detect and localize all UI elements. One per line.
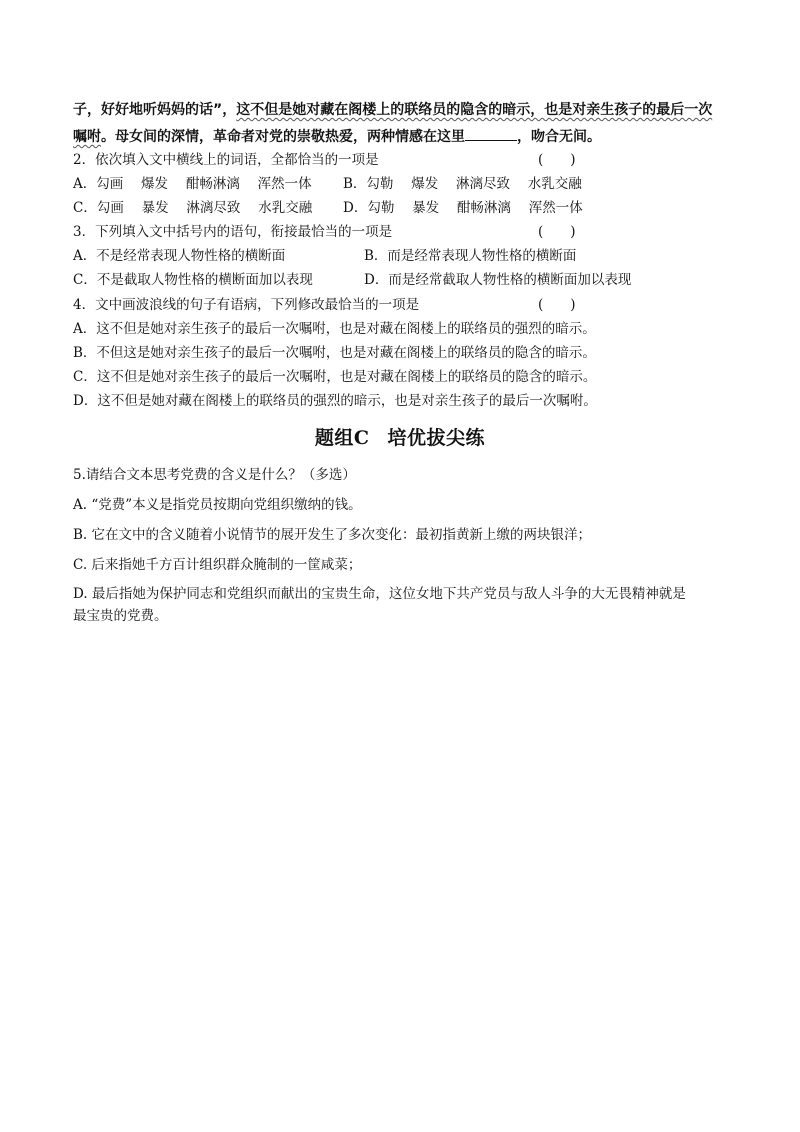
answer-parentheses: ( ): [538, 224, 576, 240]
q3-option-c: C．不是截取人物性格的横断面加以表现: [73, 272, 313, 288]
q3-option-b: B．而是经常表现人物性格的横断面: [364, 248, 577, 264]
q2-option-b: B．勾勒 爆发 淋漓尽致 水乳交融: [343, 176, 582, 192]
question-2-stem: 2．依次填入文中横线上的词语，全都恰当的一项是: [73, 152, 379, 168]
q2-option-d: D．勾勒 暴发 酣畅淋漓 浑然一体: [343, 200, 583, 216]
question-3-stem: 3．下列填入文中括号内的语句，衔接最恰当的一项是: [73, 224, 393, 240]
q4-option-d: D．这不但是她对藏在阁楼上的联络员的强烈的暗示，也是对亲生孩子的最后一次嘱咐。: [73, 393, 597, 409]
q5-option-a: A. “党费”本义是指党员按期向党组织缴纳的钱。: [73, 497, 362, 513]
q3-option-a: A．不是经常表现人物性格的横断面: [73, 248, 286, 264]
question-4-stem: 4．文中画波浪线的句子有语病，下列修改最恰当的一项是: [73, 297, 420, 313]
q2-option-c: C．勾画 暴发 淋漓尽致 水乳交融: [73, 200, 313, 216]
q5-option-b: B. 它在文中的含义随着小说情节的展开发生了多次变化：最初指黄新上缴的两块银洋；: [73, 527, 592, 543]
answer-parentheses: ( ): [538, 297, 576, 313]
section-heading: [0, 423, 800, 450]
q5-option-d-line-2: 最宝贵的党费。: [73, 608, 168, 624]
fill-blank: [465, 126, 517, 141]
q4-option-c: C．这不但是她对亲生孩子的最后一次嘱咐，也是对藏在阁楼上的联络员的隐含的暗示。: [73, 369, 597, 385]
passage-text: 子，好好地听妈妈的话”，: [73, 102, 237, 118]
q5-option-d-line-1: D. 最后指她为保护同志和党组织而献出的宝贵生命，这位女地下共产党员与敌人斗争的大无畏精神就是: [73, 586, 686, 602]
wavy-underlined-sentence-end: 嘱咐: [73, 129, 101, 145]
passage-line-1: [73, 101, 712, 119]
q4-option-b: B．不但这是她对亲生孩子的最后一次嘱咐，也是对藏在阁楼上的联络员的隐含的暗示。: [73, 345, 596, 361]
wavy-underlined-sentence: 这不但是她对藏在阁楼上的联络员的隐含的暗示，也是对亲生孩子的最后一次: [236, 102, 713, 118]
answer-parentheses: ( ): [538, 152, 576, 168]
passage-text: ，吻合无间。: [517, 129, 601, 145]
passage-text: 。母女间的深情，革命者对党的崇敬热爱，两种情感在这里: [101, 129, 465, 145]
passage-line-2: [73, 126, 601, 146]
q2-option-a: A．勾画 爆发 酣畅淋漓 浑然一体: [73, 176, 312, 192]
q3-option-d: D．而是经常截取人物性格的横断面加以表现: [364, 272, 632, 288]
question-5-stem: 5.请结合文本思考党费的含义是什么？（多选）: [73, 467, 356, 483]
section-title-group: 题组C: [314, 427, 370, 449]
section-title-subtitle: 培优拔尖练: [387, 427, 486, 449]
q4-option-a: A．这不但是她对亲生孩子的最后一次嘱咐，也是对藏在阁楼上的联络员的强烈的暗示。: [73, 321, 596, 337]
q5-option-c: C. 后来指她千方百计组织群众腌制的一筐咸菜；: [73, 557, 362, 573]
